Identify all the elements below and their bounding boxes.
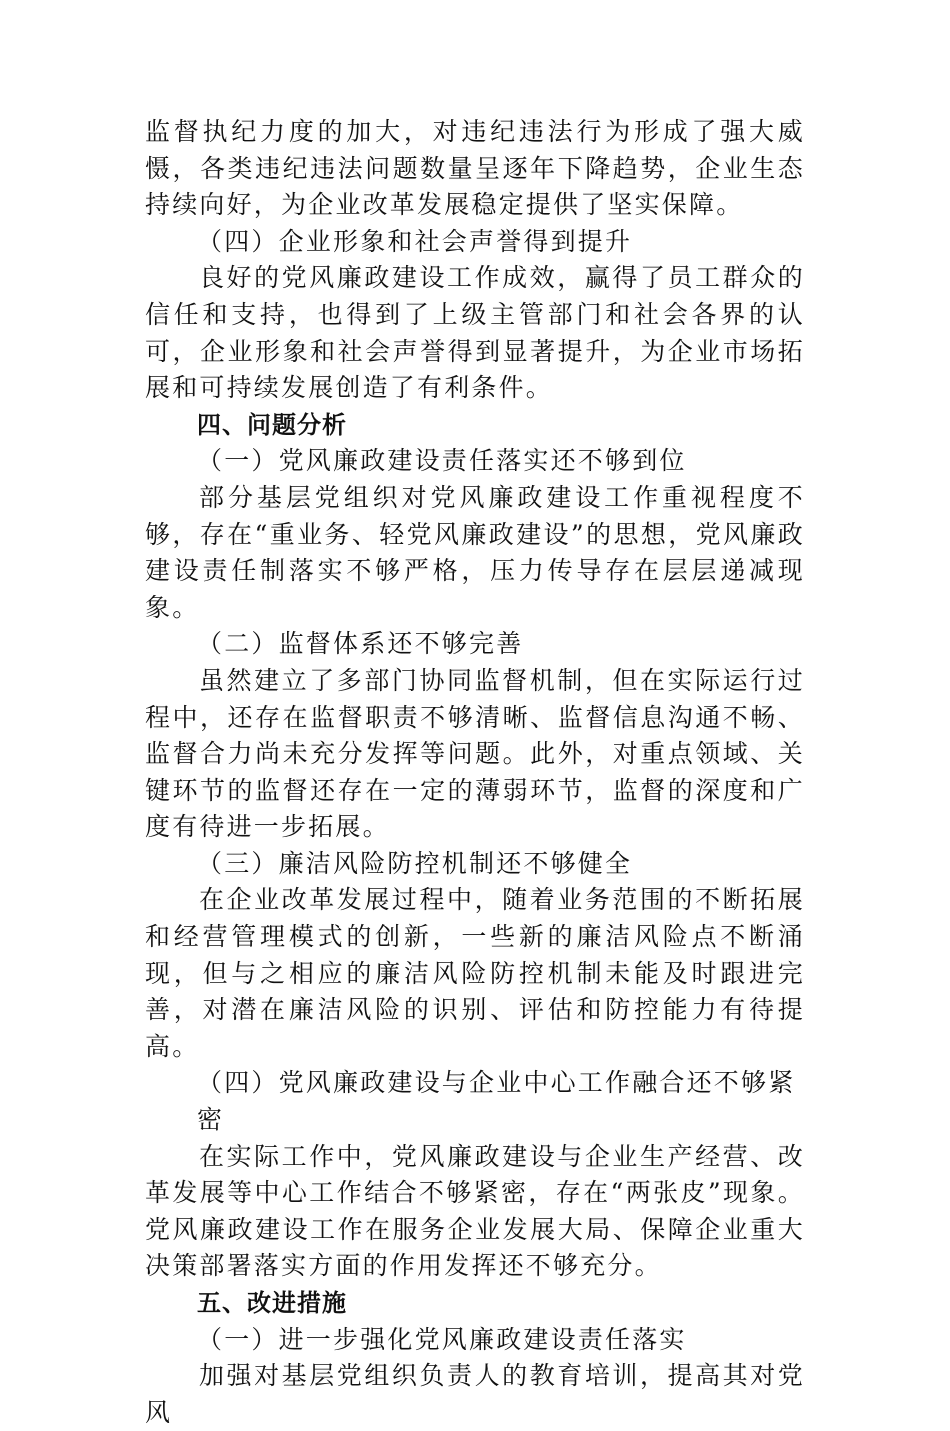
subheading-strengthen-responsibility: （一）进一步强化党风廉政建设责任落实 [197, 1324, 687, 1354]
subheading-integration: （四）党风廉政建设与企业中心工作融合还不够紧密 [197, 1068, 796, 1135]
paragraph-corporate-image: 良好的党风廉政建设工作成效，赢得了员工群众的信任和支持，也得到了上级主管部门和社会各界的认可，企业形象和社会声誉得到显著提升，为企业市场拓展和可持续发展创造了有利条件。 [145, 263, 805, 403]
paragraph-continued: 监督执纪力度的加大，对违纪违法行为形成了强大威慑，各类违纪违法问题数量呈逐年下降趋势，企业生态持续向好，为企业改革发展稳定提供了坚实保障。 [145, 117, 805, 220]
document-body [145, 114, 805, 1431]
heading-improvement-measures: 五、改进措施 [197, 1289, 347, 1317]
paragraph-strengthen-responsibility: 加强对基层党组织负责人的教育培训，提高其对党风 [145, 1361, 805, 1427]
heading-problem-analysis: 四、问题分析 [197, 410, 347, 439]
subheading-responsibility: （一）党风廉政建设责任落实还不够到位 [197, 446, 687, 476]
subheading-risk-control: （三）廉洁风险防控机制还不够健全 [197, 848, 633, 878]
subheading-corporate-image: （四）企业形象和社会声誉得到提升 [197, 226, 633, 256]
subheading-supervision-system: （二）监督体系还不够完善 [197, 629, 524, 659]
paragraph-responsibility: 部分基层党组织对党风廉政建设工作重视程度不够，存在“重业务、轻党风廉政建设”的思想，党风廉政建设责任制落实不够严格，压力传导存在层层递减现象。 [145, 482, 805, 622]
paragraph-risk-control: 在企业改革发展过程中，随着业务范围的不断拓展和经营管理模式的创新，一些新的廉洁风险点不断涌现，但与之相应的廉洁风险防控机制未能及时跟进完善，对潜在廉洁风险的识别、评估和防控能力有待提高。 [145, 885, 805, 1061]
paragraph-integration: 在实际工作中，党风廉政建设与企业生产经营、改革发展等中心工作结合不够紧密，存在“两张皮”现象。党风廉政建设工作在服务企业发展大局、保障企业重大决策部署落实方面的作用发挥还不够充分。 [145, 1141, 805, 1281]
paragraph-supervision-system: 虽然建立了多部门协同监督机制，但在实际运行过程中，还存在监督职责不够清晰、监督信息沟通不畅、监督合力尚未充分发挥等问题。此外，对重点领域、关键环节的监督还存在一定的薄弱环节，监督的深度和广度有待进一步拓展。 [145, 665, 805, 842]
